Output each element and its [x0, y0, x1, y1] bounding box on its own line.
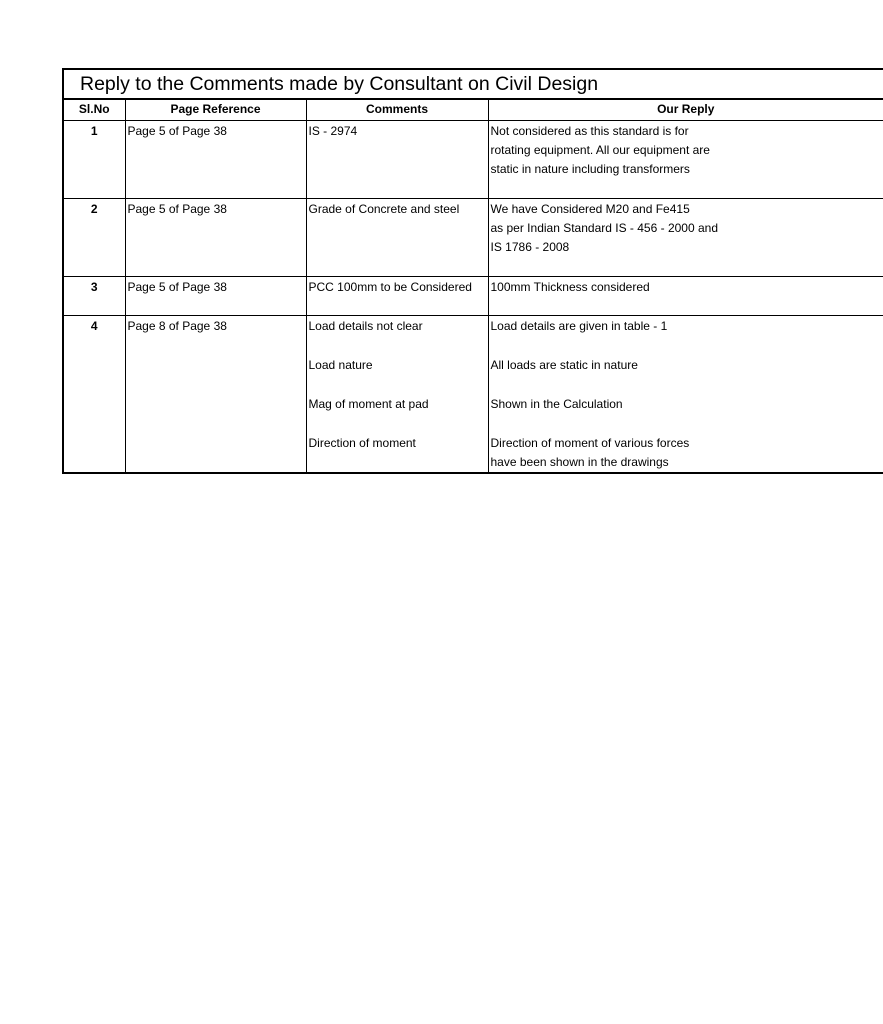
reply-line: have been shown in the drawings	[490, 455, 669, 469]
spreadsheet-page	[62, 68, 718, 470]
reply-cell	[488, 121, 883, 199]
reply-cell	[488, 316, 883, 474]
reply-cell	[488, 199, 883, 277]
comment-line: Mag of moment at pad	[308, 397, 429, 411]
reply-line: rotating equipment. All our equipment are	[490, 143, 710, 157]
column-header-our-reply: Our Reply	[488, 99, 883, 121]
comment-line: PCC 100mm to be Considered	[308, 280, 472, 294]
reply-line: IS 1786 - 2008	[490, 240, 570, 254]
reply-line: Shown in the Calculation	[490, 397, 623, 411]
comment-line: Load nature	[308, 358, 373, 372]
comments-cell	[306, 199, 488, 277]
reply-line: All loads are static in nature	[490, 358, 638, 372]
column-header-sl-no: Sl.No	[63, 99, 125, 121]
page-reference-cell: Page 5 of Page 38	[125, 121, 306, 199]
comment-line: Load details not clear	[308, 319, 423, 333]
comment-line: Direction of moment	[308, 436, 416, 450]
sl-no-cell: 1	[63, 121, 125, 199]
column-header-comments: Comments	[306, 99, 488, 121]
sl-no-cell: 3	[63, 277, 125, 316]
reply-line: static in nature including transformers	[490, 162, 690, 176]
reply-line: We have Considered M20 and Fe415	[490, 202, 690, 216]
reply-line: Direction of moment of various forces	[490, 436, 690, 450]
table-row	[63, 121, 883, 199]
page-reference-cell: Page 5 of Page 38	[125, 277, 306, 316]
reply-line: Not considered as this standard is for	[490, 124, 689, 138]
table-row	[63, 199, 883, 277]
sl-no-cell: 4	[63, 316, 125, 474]
comments-cell	[306, 121, 488, 199]
page-reference-cell: Page 8 of Page 38	[125, 316, 306, 474]
table-row	[63, 316, 883, 474]
table-title: Reply to the Comments made by Consultant on Civil Design	[63, 69, 883, 99]
page-reference-cell: Page 5 of Page 38	[125, 199, 306, 277]
comments-cell	[306, 316, 488, 474]
comment-line: IS - 2974	[308, 124, 358, 138]
reply-line: 100mm Thickness considered	[490, 280, 650, 294]
reply-cell	[488, 277, 883, 316]
header-row	[63, 99, 883, 121]
column-header-page-reference: Page Reference	[125, 99, 306, 121]
comment-line: Grade of Concrete and steel	[308, 202, 460, 216]
sl-no-cell: 2	[63, 199, 125, 277]
comments-table	[62, 68, 883, 474]
comments-cell	[306, 277, 488, 316]
table-row	[63, 277, 883, 316]
reply-line: Load details are given in table - 1	[490, 319, 668, 333]
reply-line: as per Indian Standard IS - 456 - 2000 and	[490, 221, 718, 235]
